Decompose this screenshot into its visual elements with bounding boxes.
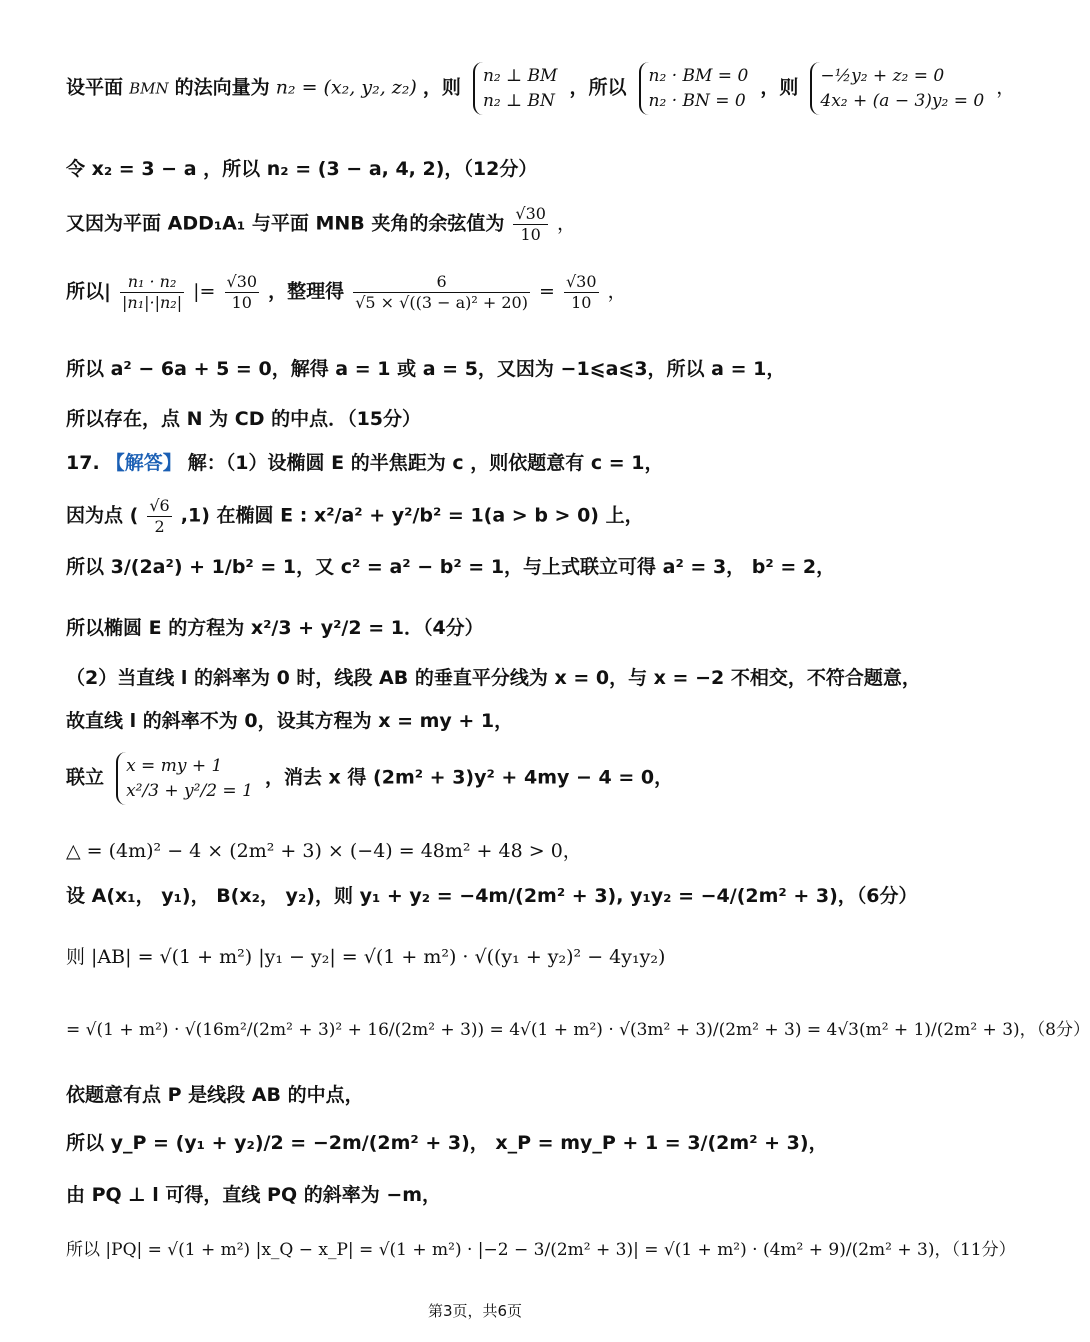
line-pq-slope: 由 PQ ⊥ l 可得，直线 PQ 的斜率为 −m， — [66, 1184, 442, 1206]
answer-tag: 【解答】 — [105, 452, 182, 474]
system-equations: −½y₂ + z₂ = 0 4x₂ + (a − 3)y₂ = 0 — [810, 62, 984, 115]
line-discriminant: △ = (4m)² − 4 × (2m² + 3) × (−4) = 48m² + 48 > 0， — [66, 840, 582, 862]
line-midpoint: 依题意有点 P 是线段 AB 的中点， — [66, 1084, 364, 1106]
line-midpoint-coords: 所以 y_P = (y₁ + y₂)/2 = −2m/(2m² + 3)， x_P = my_P + 1 = 3/(2m² + 3)， — [66, 1132, 828, 1154]
system-perp: n₂ ⊥ BM n₂ ⊥ BN — [473, 62, 557, 115]
line-line-equation: 故直线 l 的斜率不为 0，设其方程为 x = my + 1， — [66, 710, 514, 732]
fraction-sqrt30-over-10: $\frac{√30}{10}$ — [515, 204, 546, 244]
line-pq-length: 所以 |PQ| = √(1 + m²) |x_Q − x_P| = √(1 + m²) · |−2 − 3/(2m² + 3)| = √(1 + m²) · (4m² + 9)/(2m² + 3)，（11分） — [66, 1240, 1016, 1260]
line-ellipse-equation: 所以椭圆 E 的方程为 x²/3 + y²/2 = 1．（4分） — [66, 617, 484, 639]
line-case-slope-zero: （2）当直线 l 的斜率为 0 时，线段 AB 的垂直平分线为 x = 0，与 x = −2 不相交，不符合题意， — [66, 667, 921, 689]
line-conclusion: 所以存在，点 N 为 CD 的中点．（15分） — [66, 408, 422, 430]
line-problem17: 17. 【解答】 解：（1）设椭圆 E 的半焦距为 c ，则依题意有 c = 1， — [66, 452, 664, 474]
line-cosine-equation: 所以| $\frac{\text{n₁ · n₂}}{\text{|n₁|·|n₂|}}$ |= $\frac{√30}{10}$ ，整理得 $\frac{6}{\text{√5 × √((3 − a)² + 20)}}$ = $\frac{√30}{10}$ ， — [66, 272, 627, 312]
line-ab-simplify: = √(1 + m²) · √(16m²/(2m² + 3)² + 16/(2m² + 3)) = 4√(1 + m²) · √(3m² + 3)/(2m² + 3) = 4√3(m² + 1)/(2m² + 3)，（8分） — [66, 1020, 1090, 1040]
line-point-on-ellipse: 因为点 ( $\frac{√6}{2}$ ,1) 在椭圆 E : x²/a² + y²/b² = 1(a > b > 0) 上， — [66, 496, 644, 536]
line-simultaneous: 联立 x = my + 1 x²/3 + y²/2 = 1 ，消去 x 得 (2m² + 3)y² + 4my − 4 = 0， — [66, 752, 890, 805]
line-normal-vector: 设平面 BMN 的法向量为 n₂ = (x₂, y₂, z₂) ，则 n₂ ⊥ BM n₂ ⊥ BN ，所以 n₂ · BM = 0 n₂ · BN = 0 ，则 −½y₂ + z₂ = 0 4x₂ + (a − 3)y₂ = 0 ， — [66, 62, 890, 115]
system-dot: n₂ · BM = 0 n₂ · BN = 0 — [639, 62, 749, 115]
line-cosine-given: 又因为平面 ADD₁A₁ 与平面 MNB 夹角的余弦值为 $\frac{√30}{10}$ ， — [66, 204, 577, 244]
line-solve-a: 所以 a² − 6a + 5 = 0，解得 a = 1 或 a = 5，又因为 −1⩽a⩽3，所以 a = 1， — [66, 358, 786, 380]
page-footer: 第3页，共6页 — [427, 1302, 523, 1320]
line-let-x2: 令 x₂ = 3 − a ，所以 n₂ = (3 − a, 4, 2)，（12分） — [66, 158, 538, 180]
line-vieta: 设 A(x₁， y₁)， B(x₂， y₂)，则 y₁ + y₂ = −4m/(2m² + 3), y₁y₂ = −4/(2m² + 3)，（6分） — [66, 885, 918, 907]
line-a2-b2: 所以 3/(2a²) + 1/b² = 1，又 c² = a² − b² = 1，与上式联立可得 a² = 3， b² = 2， — [66, 556, 836, 578]
line-ab-length: 则 |AB| = √(1 + m²) |y₁ − y₂| = √(1 + m²) · √((y₁ + y₂)² − 4y₁y₂) — [66, 946, 666, 968]
